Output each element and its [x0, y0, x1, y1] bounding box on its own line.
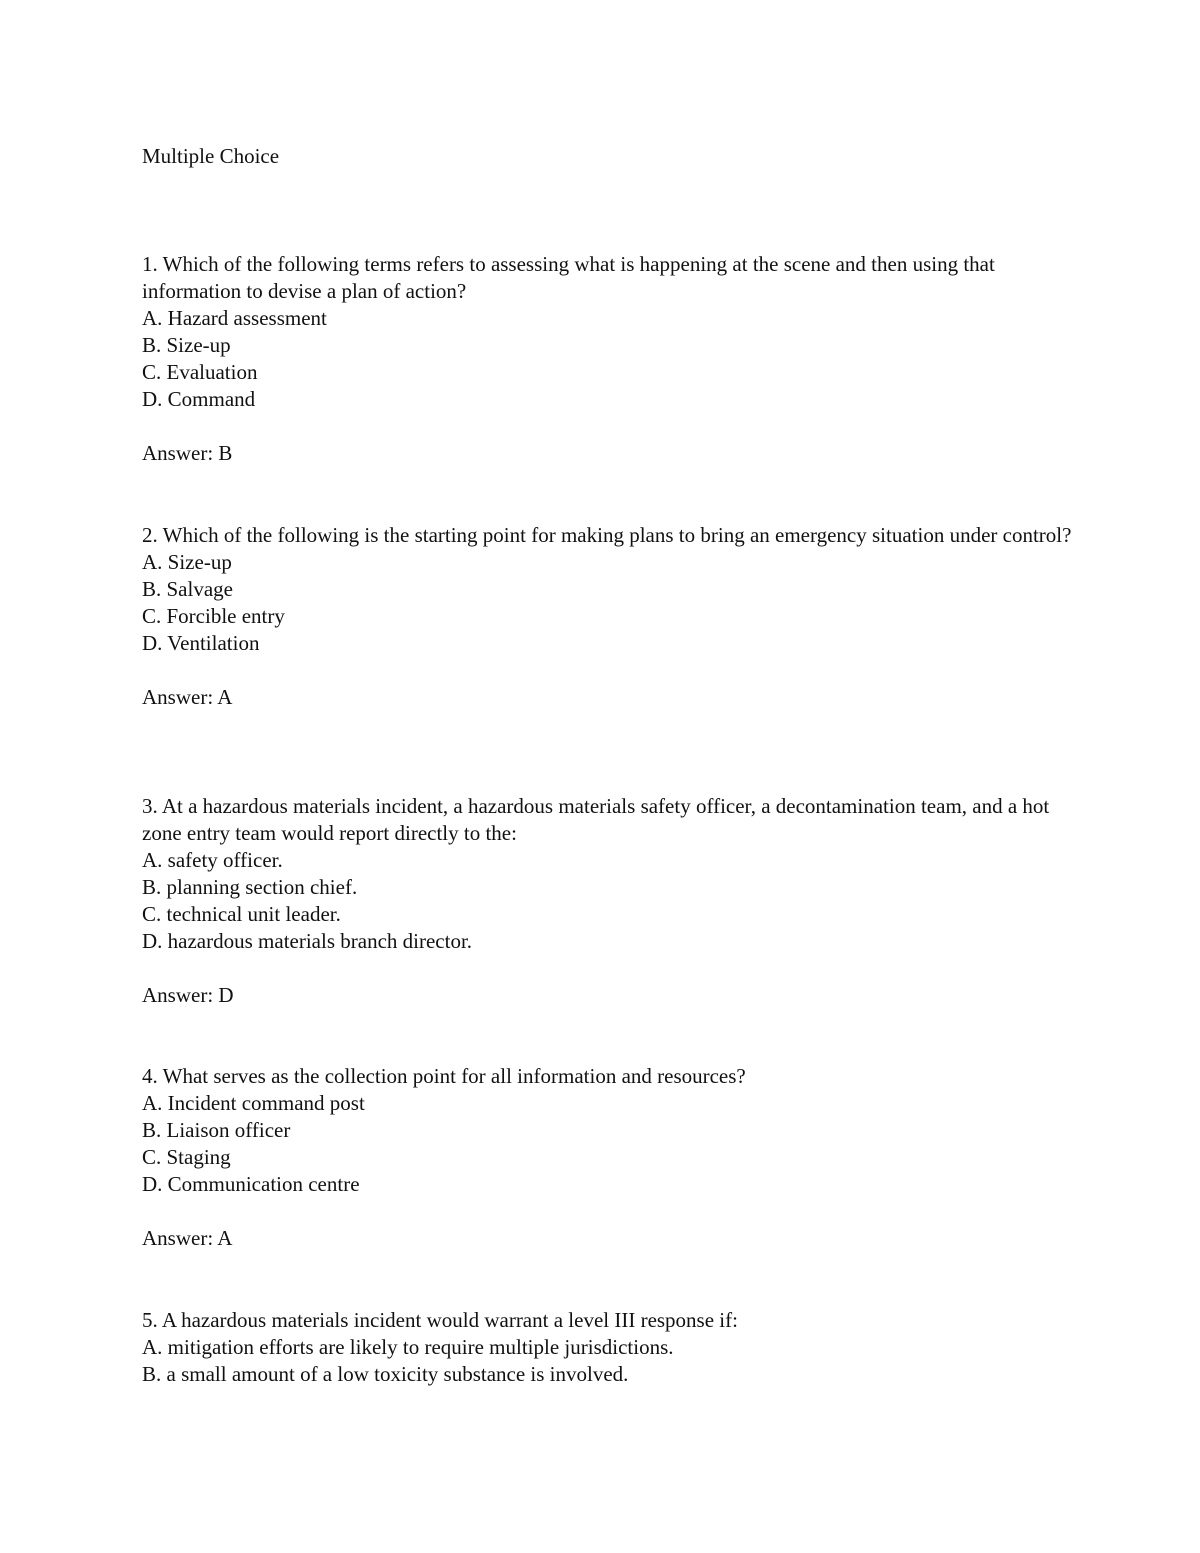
option-a: A. Size-up	[142, 550, 232, 574]
option-list	[142, 1090, 1072, 1198]
question-1	[142, 251, 1072, 467]
question-text: 4. What serves as the collection point for all information and resources?	[142, 1064, 746, 1088]
option-b: B. a small amount of a low toxicity substance is involved.	[142, 1362, 629, 1386]
question-4	[142, 1063, 1072, 1252]
answer-line: Answer: A	[142, 685, 233, 709]
question-2	[142, 522, 1072, 711]
option-a: A. Hazard assessment	[142, 306, 327, 330]
option-d: D. Communication centre	[142, 1172, 360, 1196]
option-list	[142, 1334, 1072, 1388]
option-list	[142, 305, 1072, 413]
page-title: Multiple Choice	[142, 144, 280, 168]
answer-line: Answer: D	[142, 983, 234, 1007]
question-text: 5. A hazardous materials incident would warrant a level III response if:	[142, 1308, 738, 1332]
option-b: B. Salvage	[142, 577, 233, 601]
option-d: D. Ventilation	[142, 631, 260, 655]
option-c: C. technical unit leader.	[142, 902, 341, 926]
question-text: 2. Which of the following is the starting point for making plans to bring an emergency situation under control?	[142, 523, 1072, 547]
option-list	[142, 847, 1072, 955]
option-c: C. Evaluation	[142, 360, 258, 384]
option-list	[142, 549, 1072, 657]
option-b: B. planning section chief.	[142, 875, 358, 899]
option-b: B. Size-up	[142, 333, 231, 357]
question-text: 3. At a hazardous materials incident, a hazardous materials safety officer, a decontamination team, and a hot zone entry team would report directly to the:	[142, 794, 1050, 845]
option-b: B. Liaison officer	[142, 1118, 291, 1142]
option-c: C. Forcible entry	[142, 604, 285, 628]
option-d: D. Command	[142, 387, 256, 411]
option-d: D. hazardous materials branch director.	[142, 929, 473, 953]
option-c: C. Staging	[142, 1145, 231, 1169]
question-3	[142, 793, 1072, 1009]
option-a: A. mitigation efforts are likely to require multiple jurisdictions.	[142, 1335, 674, 1359]
option-a: A. Incident command post	[142, 1091, 365, 1115]
question-5	[142, 1307, 1072, 1388]
answer-line: Answer: B	[142, 441, 233, 465]
answer-line: Answer: A	[142, 1226, 233, 1250]
question-text: 1. Which of the following terms refers to assessing what is happening at the scene and then using that information to devise a plan of action?	[142, 252, 995, 303]
option-a: A. safety officer.	[142, 848, 283, 872]
